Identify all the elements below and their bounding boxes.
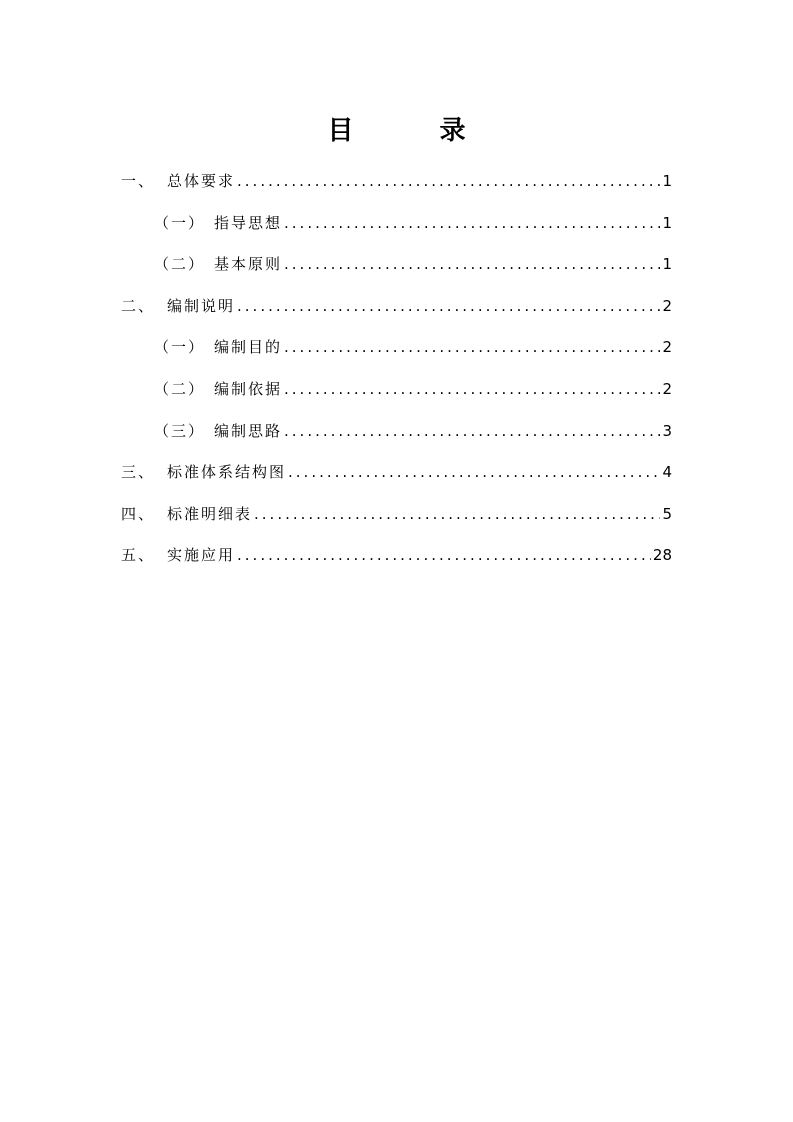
toc-entry-label: 总体要求 <box>167 172 236 190</box>
toc-entry-number: （三） <box>154 421 206 440</box>
toc-entry-label: 基本原则 <box>214 255 283 274</box>
toc-subentry[interactable] <box>121 251 672 293</box>
dot-leader <box>237 293 660 319</box>
toc-title: 目 录 <box>327 116 496 146</box>
toc-entry-page: 2 <box>662 379 672 398</box>
toc-entry-label: 标准明细表 <box>167 504 253 523</box>
toc-entry-label: 实施应用 <box>167 546 236 565</box>
dot-leader <box>254 501 660 527</box>
dot-leader <box>284 210 660 236</box>
toc-entry-label: 编制说明 <box>167 296 236 315</box>
dot-leader <box>284 251 660 277</box>
toc-entry[interactable] <box>121 168 672 210</box>
toc-entry-number: 五、 <box>121 546 156 565</box>
toc-entry-label: 编制依据 <box>214 379 283 398</box>
toc-entry-number: （二） <box>154 255 206 274</box>
toc-entry-page: 2 <box>662 338 672 357</box>
toc-entry-page: 3 <box>662 421 672 440</box>
toc-entry-page: 1 <box>662 172 672 190</box>
toc-entry-page: 5 <box>662 504 672 523</box>
dot-leader <box>284 418 660 444</box>
dot-leader <box>284 334 660 360</box>
toc-entry-number: 四、 <box>121 504 156 523</box>
toc-entry[interactable] <box>121 542 672 584</box>
toc-entry-number: 三、 <box>121 463 156 482</box>
toc-entry[interactable] <box>121 501 672 543</box>
toc-entry-page: 1 <box>662 213 672 232</box>
toc-subentry[interactable] <box>121 334 672 376</box>
dot-leader <box>237 542 651 568</box>
toc-subentry[interactable] <box>121 418 672 460</box>
toc-entry[interactable] <box>121 293 672 335</box>
toc-entry-number: 一、 <box>121 172 156 190</box>
toc-entry[interactable] <box>121 459 672 501</box>
dot-leader <box>237 168 660 194</box>
toc-entry-page: 28 <box>652 546 672 565</box>
toc-entry-number: （二） <box>154 379 206 398</box>
toc-entry-label: 标准体系结构图 <box>167 463 287 482</box>
toc-entry-number: （一） <box>154 213 206 232</box>
toc-entry-page: 2 <box>662 296 672 315</box>
toc-entry-number: 二、 <box>121 296 156 315</box>
toc-entry-number: （一） <box>154 338 206 357</box>
toc-subentry[interactable] <box>121 376 672 418</box>
dot-leader <box>288 459 660 485</box>
toc-entry-page: 4 <box>662 463 672 482</box>
toc-entry-label: 编制思路 <box>214 421 283 440</box>
toc-entry-page: 1 <box>662 255 672 274</box>
dot-leader <box>284 376 660 402</box>
toc-entry-label: 指导思想 <box>214 213 283 232</box>
toc-subentry[interactable] <box>121 210 672 252</box>
toc-entry-label: 编制目的 <box>214 338 283 357</box>
toc-list <box>121 168 672 584</box>
